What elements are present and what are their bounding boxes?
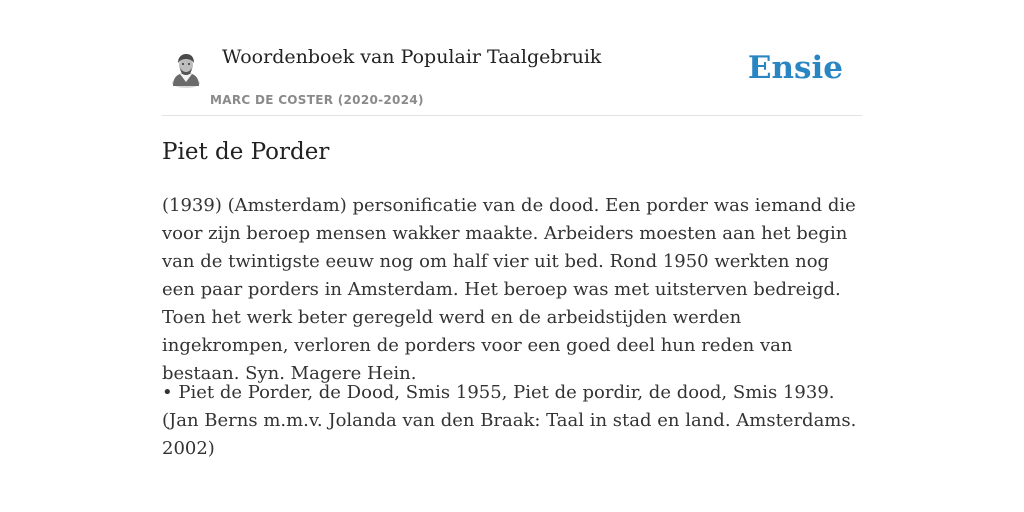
dictionary-title[interactable]: Woordenboek van Populair Taalgebruik xyxy=(222,46,602,68)
ensie-logo-link[interactable]: Ensie xyxy=(747,50,843,86)
entry-definition: (1939) (Amsterdam) personificatie van de dood. Een porder was iemand die voor zijn beroep mensen wakker maakte. Arbeiders moesten aan het begin van de twintigste eeuw nog om half vier uit bed. Rond 1950 werkten nog een paar porders in Amsterdam. Het beroep was met uitsterven bedreigd. Toen het werk beter geregeld werd en de arbeidstijden werden ingekrompen, verloren de porders voor een goed deel hun reden van bestaan. Syn. Magere Hein. xyxy=(162,195,856,384)
entry-example: • Piet de Porder, de Dood, Smis 1955, Piet de pordir, de dood, Smis 1939. (Jan Berns m.m.v. Jolanda van den Braak: Taal in stad en land. Amsterdams. 2002) xyxy=(162,382,857,459)
author-portrait-icon xyxy=(169,52,203,88)
author-credit[interactable]: MARC DE COSTER (2020-2024) xyxy=(210,93,424,107)
site-header xyxy=(162,40,862,116)
entry-title: Piet de Porder xyxy=(162,139,330,165)
